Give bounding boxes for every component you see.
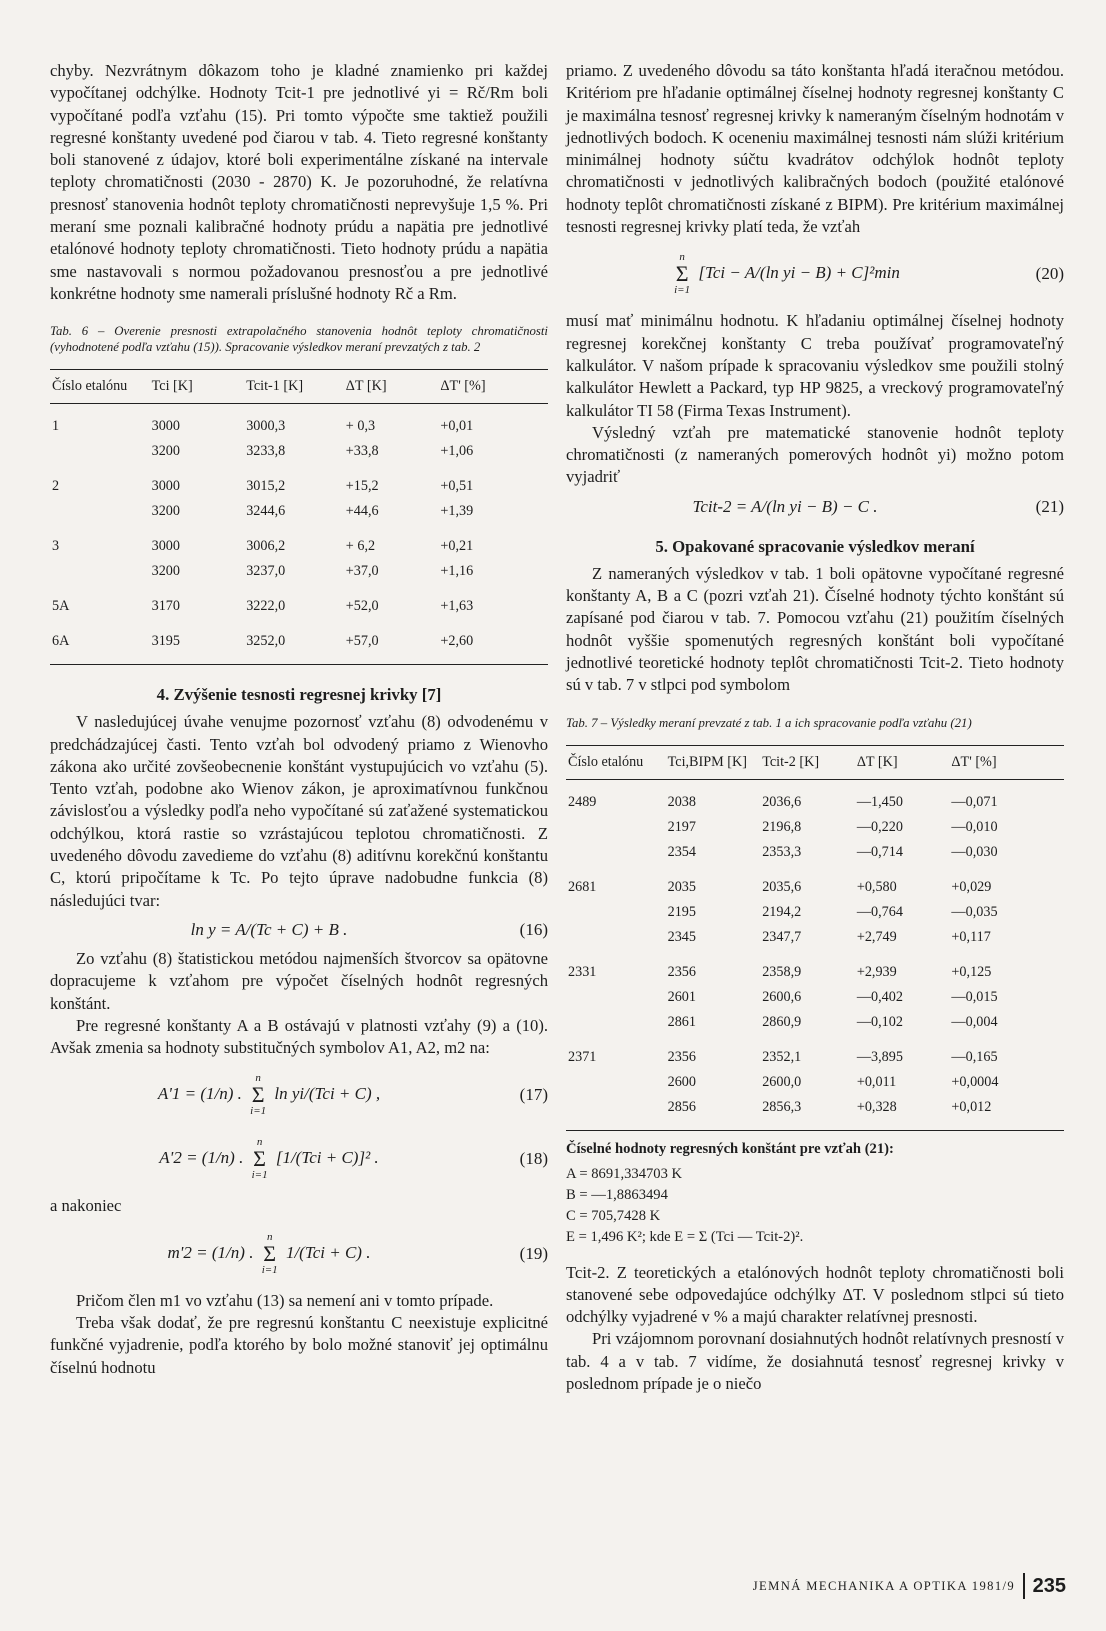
- page-footer: [753, 1573, 1066, 1599]
- left-column: [50, 60, 548, 1379]
- table-cell: —0,004: [951, 1013, 998, 1030]
- table-cell: +33,8: [345, 443, 379, 460]
- table-row: [50, 559, 548, 584]
- sum-symbol: [674, 252, 690, 296]
- equation-lhs: A'2 = (1/n) .: [159, 1148, 244, 1168]
- table-cell: +0,328: [856, 1098, 897, 1115]
- table-cell: 2600,6: [762, 988, 802, 1005]
- table-cell: +1,06: [440, 443, 474, 460]
- equation-18: [50, 1131, 548, 1187]
- table-cell: —0,015: [951, 988, 998, 1005]
- equation-17: [50, 1067, 548, 1123]
- table-cell: +1,63: [440, 598, 474, 615]
- table-cell: +2,939: [856, 963, 897, 980]
- table-cell: 3000,3: [246, 418, 286, 435]
- section-heading: 4. Zvýšenie tesnosti regresnej krivky [7]: [156, 685, 442, 705]
- table-header-row: [50, 370, 548, 404]
- column-header: ΔT [K]: [856, 753, 898, 770]
- table-row: [566, 950, 1064, 985]
- table6-caption: Tab. 6 – Overenie presnosti extrapolačného stanovenia hodnôt teploty chromatičnosti (vyhodnotené podľa vzťahu (15)). Spracovanie výsledkov meraní prevzatých z tab. 2: [50, 324, 548, 355]
- table-cell: 6A: [52, 633, 70, 650]
- table-cell: 3200: [151, 563, 180, 580]
- table-cell: +0,029: [951, 878, 992, 895]
- table-row: [566, 925, 1064, 950]
- table-row: [566, 1095, 1064, 1131]
- sigma: Σ: [251, 1082, 265, 1108]
- paragraph: musí mať minimálnu hodnotu. K hľadaniu optimálnej číselnej hodnoty regresnej korekčnej konštanty C treba používať programovateľný kalkulátor. V našom prípade k spracovaniu výsledkov sme použili stolný kalkulátor Hewlett a Packard, typ HP 9825, a vreckový programovateľný kalkulátor TI 58 (Firma Texas Instrument).: [566, 311, 1064, 420]
- paragraph: chyby. Nezvrátnym dôkazom toho je kladné znamienko pri každej vypočítanej odchýlke. Hodnoty Tcit-1 pre jednotlivé yi = Rč/Rm boli vypočítané podľa vzťahu (15). Pri tomto výpočte sme taktiež použili regresné konštanty uvedené pod čiarou v tab. 4. Tieto regresné konštanty boli stanovené z údajov, ktoré boli experimentálne získané na intervale teploty chromatičnosti (2030 - 2870) K. Je pozoruhodné, že relatívna presnosť stanovenia hodnôt teploty chromatičnosti neprevyšuje 1,5 %. Pri meraní sme poznali kalibračné hodnoty prúdu a napätia pre jednotlivé etalónové hodnoty teploty chromatičnosti. Tieto hodnoty prúdu a napätia sme nastavovali s normou požadovanou presnosťou a pre jednotlivé konkrétne hodnoty sme namerali príslušné hodnoty Rč a Rm.: [50, 61, 548, 303]
- paragraph: Z nameraných výsledkov v tab. 1 boli opätovne vypočítané regresné konštanty A, B a C (pozri vzťah 21). Číselné hodnoty týchto konštánt sú zapísané pod čiarou v tab. 7. Pomocou vzťahu (21) použitím číselných hodnôt vyššie spomenutých regresných konštánt boli vypočítané jednotlivé teoretické hodnoty teplôt chromatičnosti Tcit-2. Tieto hodnoty sú v tab. 7 v stlpci pod symbolom: [566, 563, 1064, 695]
- table-cell: 2036,6: [762, 793, 802, 810]
- table-cell: [566, 900, 666, 925]
- column-header: Číslo etalónu: [52, 378, 128, 395]
- table-cell: 3233,8: [246, 443, 286, 460]
- equation-rhs: 1/(Tci + C) .: [285, 1242, 371, 1262]
- equation-rhs: ln yi/(Tci + C) ,: [274, 1084, 381, 1104]
- table-cell: 2358,9: [762, 963, 802, 980]
- table-cell: 2347,7: [762, 928, 802, 945]
- sum-lower: i=1: [250, 1105, 267, 1118]
- sum-symbol: [250, 1073, 266, 1117]
- table-cell: [566, 815, 666, 840]
- table-row: [566, 865, 1064, 900]
- equation-lhs: m'2 = (1/n) .: [167, 1242, 254, 1262]
- table-cell: 2: [52, 478, 60, 495]
- table-row: [50, 439, 548, 464]
- page-number: 235: [1032, 1574, 1066, 1597]
- table-row: [566, 900, 1064, 925]
- sum-lower: i=1: [674, 284, 691, 297]
- table-cell: +0,51: [440, 478, 474, 495]
- table-cell: +52,0: [345, 598, 379, 615]
- table-cell: —0,220: [856, 818, 903, 835]
- paragraph: V nasledujúcej úvahe venujme pozornosť vzťahu (8) odvodenému v predchádzajúcej časti. Tento vzťah bol odvodený priamo z Wienovho zákona ako určité zovšeobecnenie konštánt vystupujúcich vo vzťahu (5). Tento vzťah, podobne ako Wienov zákon, je aproximatívnou funkčnou závislosťou a výsledky podľa neho vypočítané sú zaťažené systematickou odchýlkou, ktorá rastie so vzrástajúcou teplotou chromatičnosti. Z uvedeného dôvodu zavedieme do vzťahu (8) aditívnu korekčnú konštantu C, ktorú pripočítame k Tc. Po tejto úprave nadobudne funkcia (8) následujúci tvar:: [50, 712, 548, 910]
- sum-symbol: [262, 1232, 278, 1276]
- table-cell: 2038: [667, 793, 696, 810]
- constants-title: Číselné hodnoty regresných konštánt pre vzťah (21):: [566, 1140, 894, 1157]
- table-cell: +37,0: [345, 563, 379, 580]
- table-row: [50, 619, 548, 665]
- sum-lower: i=1: [251, 1169, 268, 1182]
- table-cell: 3015,2: [246, 478, 286, 495]
- table-row: [566, 1035, 1064, 1070]
- table-cell: +0,117: [951, 928, 991, 945]
- equation-19: [50, 1226, 548, 1282]
- sum-upper: n: [679, 251, 685, 264]
- table-cell: [50, 559, 150, 584]
- table-cell: [50, 499, 150, 524]
- table-cell: —0,035: [951, 903, 998, 920]
- table-cell: 2856: [667, 1098, 696, 1115]
- sum-upper: n: [266, 1230, 273, 1243]
- equation-number: (21): [1035, 496, 1064, 516]
- constant-c: C = 705,7428 K: [566, 1207, 661, 1224]
- equation-number: (19): [519, 1243, 548, 1263]
- table-row: [50, 404, 548, 440]
- table-cell: +57,0: [345, 633, 379, 650]
- column-header: Tcit-2 [K]: [762, 753, 820, 770]
- equation-20: [566, 246, 1064, 302]
- table-cell: 3195: [151, 633, 180, 650]
- table-cell: 2331: [568, 963, 597, 980]
- section-heading: 5. Opakované spracovanie výsledkov meraní: [655, 536, 975, 556]
- paragraph: Výsledný vzťah pre matematické stanovenie hodnôt teploty chromatičnosti (z nameraných pomerových hodnôt yi) možno potom vyjadriť: [566, 422, 1064, 487]
- table-cell: —0,030: [951, 843, 998, 860]
- table-cell: +0,21: [440, 538, 474, 555]
- footer-divider: [1023, 1573, 1025, 1599]
- equation-number: (17): [519, 1085, 548, 1105]
- table-cell: [566, 1070, 666, 1095]
- table-row: [566, 985, 1064, 1010]
- table-cell: 3200: [151, 443, 180, 460]
- table-body: [50, 404, 548, 665]
- table-cell: 2035: [667, 878, 696, 895]
- table-cell: 3237,0: [246, 563, 286, 580]
- table-body: [566, 779, 1064, 1130]
- equation-lhs: A'1 = (1/n) .: [157, 1084, 242, 1104]
- table-cell: +15,2: [345, 478, 379, 495]
- table-cell: —0,764: [856, 903, 903, 920]
- table-row: [566, 779, 1064, 815]
- table-cell: —0,071: [951, 793, 998, 810]
- table-cell: 2681: [568, 878, 597, 895]
- table-cell: 2600: [667, 1073, 696, 1090]
- table-cell: [566, 840, 666, 865]
- sigma: Σ: [263, 1240, 277, 1266]
- table-cell: 5A: [52, 598, 70, 615]
- table-cell: +0,011: [856, 1073, 897, 1090]
- table-cell: +2,60: [440, 633, 474, 650]
- table-cell: +2,749: [856, 928, 897, 945]
- column-header: Tci,BIPM [K]: [667, 753, 747, 770]
- table7-caption: Tab. 7 – Výsledky meraní prevzaté z tab. 1 a ich spracovanie podľa vzťahu (21): [566, 715, 972, 730]
- table-cell: +0,0004: [951, 1073, 999, 1090]
- table-cell: 2345: [667, 928, 696, 945]
- column-header: Tcit-1 [K]: [246, 378, 304, 395]
- column-header: Tci [K]: [151, 378, 193, 395]
- table-cell: 2197: [667, 818, 696, 835]
- constant-b: B = —1,8863494: [566, 1186, 668, 1203]
- sigma: Σ: [253, 1146, 266, 1172]
- sum-lower: i=1: [261, 1263, 278, 1276]
- table-row: [566, 1070, 1064, 1095]
- table-cell: [566, 1095, 666, 1131]
- paragraph: Zo vzťahu (8) štatistickou metódou najmenších štvorcov sa opätovne dopracujeme k vzťahom pre výpočet číselných hodnôt regresných konštánt.: [50, 948, 548, 1013]
- sum-upper: n: [256, 1136, 263, 1149]
- table-cell: [50, 439, 150, 464]
- paragraph: Treba však dodať, že pre regresnú konštantu C neexistuje explicitné funkčné vyjadrenie, podľa ktorého by bolo možné stanoviť jej optimálnu číselnú hodnotu: [50, 1313, 548, 1377]
- table-cell: 2856,3: [762, 1098, 802, 1115]
- table-cell: —3,895: [856, 1048, 903, 1065]
- table-cell: 3000: [151, 478, 180, 495]
- table-7: [566, 745, 1064, 1131]
- table-cell: —0,402: [856, 988, 903, 1005]
- table-cell: +1,39: [440, 503, 474, 520]
- equation-16: [50, 920, 548, 940]
- table-cell: [566, 985, 666, 1010]
- sum-symbol: [252, 1137, 268, 1181]
- paragraph: Pri vzájomnom porovnaní dosiahnutých hodnôt relatívnych presností v tab. 4 a v tab. 7 vidíme, že dosiahnutá tesnosť regresnej krivky v poslednom prípade je o niečo: [566, 1329, 1064, 1394]
- equation-body: ln y = A/(Tc + C) + B .: [190, 919, 348, 939]
- sum-upper: n: [255, 1072, 261, 1085]
- table-cell: 2195: [667, 903, 696, 920]
- table-cell: + 0,3: [345, 418, 376, 435]
- table-cell: + 6,2: [345, 538, 376, 555]
- right-column: [566, 60, 1064, 1395]
- table-row: [566, 815, 1064, 840]
- table-row: [50, 584, 548, 619]
- table-cell: 2489: [568, 793, 597, 810]
- journal-name: JEMNÁ MECHANIKA A OPTIKA 1981/9: [752, 1578, 1016, 1593]
- table-cell: 2352,1: [762, 1048, 802, 1065]
- paragraph: Pričom člen m1 vo vzťahu (13) sa nemení ani v tomto prípade.: [76, 1290, 494, 1310]
- table-cell: +0,580: [856, 878, 897, 895]
- table-cell: —0,714: [856, 843, 903, 860]
- table-cell: +44,6: [345, 503, 379, 520]
- equation-number: (18): [519, 1149, 548, 1169]
- table-cell: +0,125: [951, 963, 992, 980]
- column-header: Číslo etalónu: [568, 753, 644, 770]
- table-cell: —0,102: [856, 1013, 903, 1030]
- table-cell: 2600,0: [762, 1073, 802, 1090]
- table-cell: 2356: [667, 963, 696, 980]
- table-cell: [566, 925, 666, 950]
- table-cell: 3200: [151, 503, 180, 520]
- column-header: ΔT' [%]: [440, 378, 486, 395]
- table-cell: 2371: [568, 1048, 597, 1065]
- table-cell: 2194,2: [762, 903, 802, 920]
- equation-body: Tcit-2 = A/(ln yi − B) − C .: [692, 496, 878, 516]
- table-6: [50, 369, 548, 665]
- table-cell: 2356: [667, 1048, 696, 1065]
- table-row: [566, 1010, 1064, 1035]
- table-cell: 3244,6: [246, 503, 286, 520]
- table-cell: —0,165: [951, 1048, 998, 1065]
- sigma: Σ: [675, 261, 689, 287]
- table-cell: 1: [52, 418, 60, 435]
- constant-a: A = 8691,334703 K: [566, 1165, 683, 1182]
- table-row: [50, 499, 548, 524]
- table-row: [566, 840, 1064, 865]
- table-cell: 2196,8: [762, 818, 802, 835]
- equation-number: (20): [1035, 264, 1064, 284]
- table-header-row: [566, 745, 1064, 779]
- table-row: [50, 464, 548, 499]
- table-cell: 2861: [667, 1013, 696, 1030]
- table-cell: 3170: [151, 598, 180, 615]
- table-cell: 2601: [667, 988, 696, 1005]
- constant-e: E = 1,496 K²; kde E = Σ (Tci — Tcit-2)².: [566, 1228, 804, 1245]
- table-cell: 2860,9: [762, 1013, 802, 1030]
- equation-rhs: [1/(Tci + C)]² .: [275, 1148, 379, 1168]
- equation-21: [566, 497, 1064, 517]
- table-cell: 2354: [667, 843, 696, 860]
- equation-number: (16): [519, 919, 548, 939]
- paragraph: Tcit-2. Z teoretických a etalónových hodnôt teploty chromatičnosti boli stanovené sebe odpovedajúce odchýlky ΔT. V poslednom stlpci sú tieto odchýlky vyjadrené v % a majú charakter relatívnej presnosti.: [566, 1262, 1064, 1327]
- column-header: ΔT [K]: [345, 378, 387, 395]
- table-cell: 3252,0: [246, 633, 286, 650]
- table-cell: +0,01: [440, 418, 474, 435]
- table-cell: —0,010: [951, 818, 998, 835]
- table-cell: +0,012: [951, 1098, 992, 1115]
- paragraph: a nakoniec: [50, 1196, 122, 1216]
- table-cell: 3000: [151, 418, 180, 435]
- table-cell: 2353,3: [762, 843, 802, 860]
- column-header: ΔT' [%]: [951, 753, 997, 770]
- equation-body: [Tci − A/(ln yi − B) + C]²min: [698, 263, 900, 283]
- table-cell: 2035,6: [762, 878, 802, 895]
- regression-constants: [566, 1139, 1064, 1248]
- table-cell: [566, 1010, 666, 1035]
- paragraph: priamo. Z uvedeného dôvodu sa táto konštanta hľadá iteračnou metódou. Kritériom pre hľadanie optimálnej číselnej hodnoty regresnej konštanty C je maximálna tesnosť regresnej krivky k nameraným číselným hodnotám v jednotlivých bodoch. K oceneniu maximálnej tesnosti nám slúži kritérium minimálnej hodnoty súčtu kvadrátov odchýlok hodnôt teploty chromatičnosti v jednotlivých kalibračných bodoch (použité etalónové hodnoty teplôt chromatičnosti získané z BIPM). Pre kritérium maximálnej tesnosti regresnej krivky platí teda, že vzťah: [566, 61, 1064, 237]
- table-row: [50, 524, 548, 559]
- table-cell: 3: [52, 538, 60, 555]
- table-cell: +1,16: [440, 563, 474, 580]
- paragraph: Pre regresné konštanty A a B ostávajú v platnosti vzťahy (9) a (10). Avšak zmenia sa hodnoty substitučných symbolov A1, A2, m2 na:: [50, 1015, 548, 1058]
- table-cell: 3006,2: [246, 538, 286, 555]
- table-cell: —1,450: [856, 793, 903, 810]
- table-cell: 3000: [151, 538, 180, 555]
- table-cell: 3222,0: [246, 598, 286, 615]
